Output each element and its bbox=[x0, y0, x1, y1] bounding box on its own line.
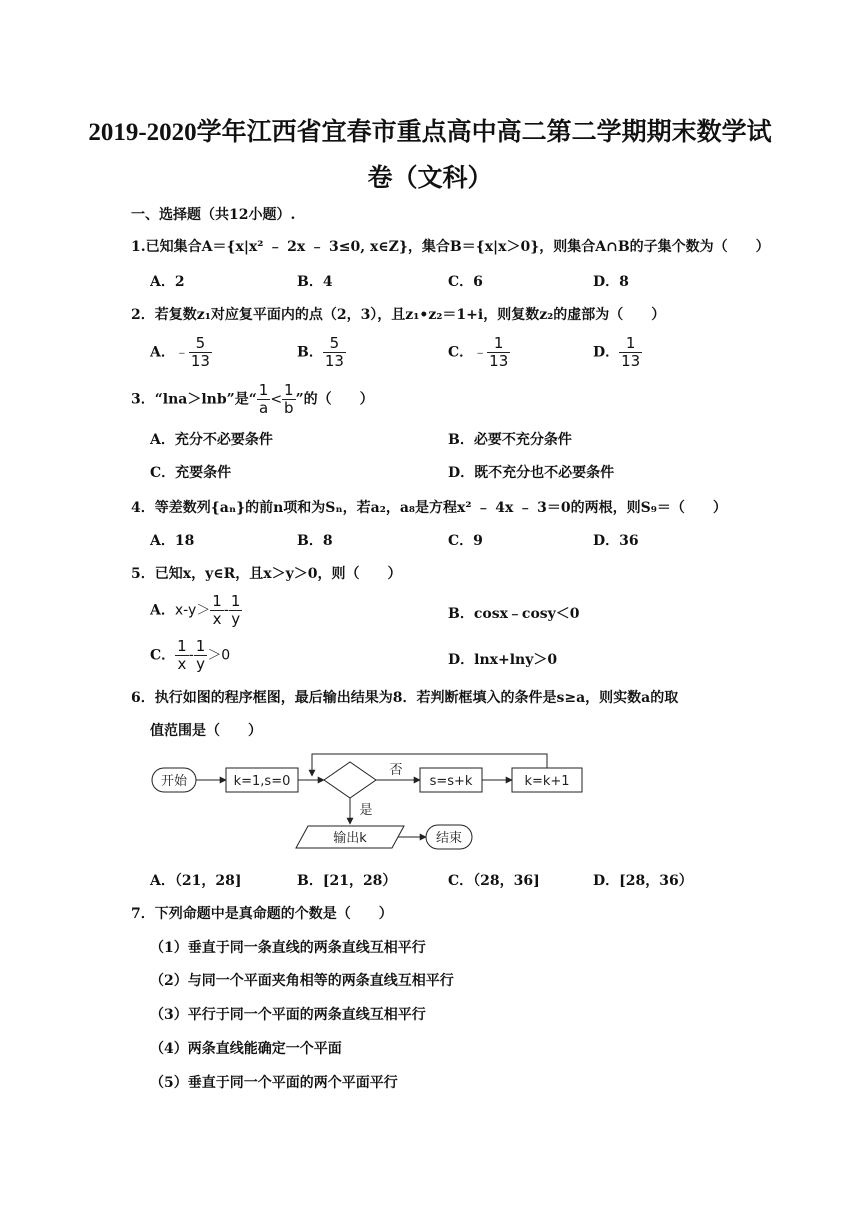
question-7-item: （5）垂直于同一个平面的两个平面平行 bbox=[150, 1075, 398, 1091]
flowchart-svg bbox=[150, 752, 590, 862]
denominator: x bbox=[177, 655, 187, 673]
question-6-stem-line2: 值范围是（ ） bbox=[150, 723, 262, 739]
fraction bbox=[487, 335, 510, 370]
question-6-option-a: A．（21，28] bbox=[150, 873, 242, 889]
denominator: 13 bbox=[324, 352, 344, 370]
minus-sign: ﹣ bbox=[174, 344, 189, 361]
question-5-option-a bbox=[150, 593, 242, 628]
option-label: B． bbox=[297, 344, 323, 361]
numerator: 1 bbox=[487, 335, 510, 353]
denominator: b bbox=[284, 399, 294, 417]
question-5-option-c bbox=[150, 638, 230, 673]
flowchart-yes-label: 是 bbox=[359, 803, 373, 818]
question-4-option-a: A．18 bbox=[150, 533, 195, 549]
question-3-option-c: C．充要条件 bbox=[150, 465, 232, 481]
question-3-option-d: D．既不充分也不必要条件 bbox=[448, 465, 615, 481]
question-7-item: （2）与同一个平面夹角相等的两条直线互相平行 bbox=[150, 973, 454, 989]
flowchart-init-label: k=1,s=0 bbox=[233, 774, 291, 789]
question-6-option-b: B．[21，28） bbox=[297, 873, 397, 889]
question-3-option-b: B．必要不充分条件 bbox=[448, 432, 572, 448]
denominator: y bbox=[231, 610, 241, 628]
question-7-item: （4）两条直线能确定一个平面 bbox=[150, 1041, 342, 1057]
question-4-option-c: C．9 bbox=[448, 533, 483, 549]
flowchart-end-label: 结束 bbox=[435, 831, 463, 846]
numerator: 1 bbox=[230, 592, 241, 610]
less-than-sign: < bbox=[270, 391, 283, 408]
question-7-stem: 7．下列命题中是真命题的个数是（ ） bbox=[131, 906, 393, 922]
question-1-option-d: D．8 bbox=[593, 274, 629, 290]
question-1-stem: 1.已知集合A＝{x|x² ﹣ 2x ﹣ 3≤0, x∈Z}，集合B＝{x|x＞0}，则集合A∩B的子集个数为（ ） bbox=[131, 239, 770, 255]
option-label: A． bbox=[150, 602, 175, 619]
question-7-item: （3）平行于同一个平面的两条直线互相平行 bbox=[150, 1007, 426, 1023]
question-7-item: （1）垂直于同一条直线的两条直线互相平行 bbox=[150, 940, 426, 956]
denominator: 13 bbox=[621, 352, 641, 370]
question-5-option-b: B．cosx﹣cosy＜0 bbox=[448, 606, 580, 622]
fraction-1-over-x bbox=[210, 593, 224, 628]
expression: ＞0 bbox=[207, 647, 231, 664]
program-flowchart bbox=[150, 752, 590, 862]
question-2-option-c bbox=[448, 335, 510, 370]
section-heading: 一、选择题（共12小题）. bbox=[131, 207, 296, 223]
question-1-option-b: B．4 bbox=[297, 274, 333, 290]
minus-sign: - bbox=[223, 602, 229, 619]
question-2-option-a bbox=[150, 335, 212, 370]
numerator: 1 bbox=[284, 381, 294, 399]
minus-sign: ﹣ bbox=[473, 344, 488, 361]
question-3-option-a: A．充分不必要条件 bbox=[150, 432, 273, 448]
option-label: C． bbox=[150, 647, 176, 664]
question-2-stem: 2．若复数z₁对应复平面内的点（2，3），且z₁•z₂＝1+i，则复数z₂的虚部为（ ） bbox=[131, 307, 666, 323]
question-1-option-a: A．2 bbox=[150, 274, 185, 290]
question-6-stem-line1: 6．执行如图的程序框图，最后输出结果为8．若判断框填入的条件是s≥a，则实数a的取 bbox=[131, 690, 679, 706]
denominator: a bbox=[258, 399, 269, 417]
question-5-stem: 5．已知x，y∈R，且x＞y＞0，则（ ） bbox=[131, 566, 402, 582]
question-2-option-d bbox=[593, 335, 642, 370]
stem-text: 3．“lna＞lnb”是“ bbox=[131, 391, 257, 408]
fraction-1-over-b bbox=[282, 382, 296, 417]
fraction bbox=[323, 335, 346, 370]
denominator: x bbox=[212, 610, 222, 628]
numerator: 5 bbox=[323, 335, 346, 353]
question-4-option-b: B．8 bbox=[297, 533, 333, 549]
denominator: y bbox=[196, 655, 205, 673]
exam-title-line1: 2019-2020学年江西省宜春市重点高中高二第二学期期末数学试 bbox=[88, 119, 772, 146]
question-6-option-d: D．[28，36） bbox=[593, 873, 693, 889]
numerator: 1 bbox=[258, 381, 269, 399]
fraction bbox=[619, 335, 642, 370]
fraction-1-over-x bbox=[175, 638, 189, 673]
option-label: A． bbox=[150, 344, 175, 361]
numerator: 5 bbox=[189, 335, 212, 353]
question-3-stem bbox=[131, 382, 374, 417]
stem-text: ”的（ ） bbox=[295, 391, 374, 408]
flowchart-decision-diamond bbox=[324, 762, 376, 798]
question-1-option-c: C．6 bbox=[448, 274, 483, 290]
question-4-option-d: D．36 bbox=[593, 533, 639, 549]
numerator: 1 bbox=[195, 637, 206, 655]
flowchart-start-label: 开始 bbox=[160, 774, 188, 789]
flowchart-no-label: 否 bbox=[389, 763, 403, 778]
question-4-stem: 4．等差数列{aₙ}的前n项和为Sₙ，若a₂，a₈是方程x² ﹣ 4x ﹣ 3＝0的两根，则S₉＝（ ） bbox=[131, 500, 727, 516]
denominator: 13 bbox=[489, 352, 509, 370]
expression: x-y＞ bbox=[174, 602, 211, 619]
fraction-1-over-y bbox=[229, 593, 243, 628]
numerator: 1 bbox=[212, 592, 222, 610]
flowchart-increment-label: k=k+1 bbox=[524, 774, 570, 789]
minus-sign: - bbox=[188, 647, 194, 664]
question-6-option-c: C．（28，36] bbox=[448, 873, 540, 889]
numerator: 1 bbox=[177, 637, 187, 655]
numerator: 1 bbox=[619, 335, 642, 353]
question-5-option-d: D．lnx+lny＞0 bbox=[448, 652, 558, 668]
option-label: D． bbox=[593, 344, 620, 361]
fraction-1-over-a bbox=[257, 382, 271, 417]
fraction bbox=[189, 335, 212, 370]
flowchart-output-label: 输出k bbox=[333, 831, 367, 846]
flowchart-sum-label: s=s+k bbox=[429, 774, 473, 789]
option-label: C． bbox=[448, 344, 474, 361]
question-2-option-b bbox=[297, 335, 346, 370]
exam-title-line2: 卷（文科） bbox=[367, 165, 493, 192]
denominator: 13 bbox=[190, 352, 210, 370]
fraction-1-over-y bbox=[194, 638, 208, 673]
